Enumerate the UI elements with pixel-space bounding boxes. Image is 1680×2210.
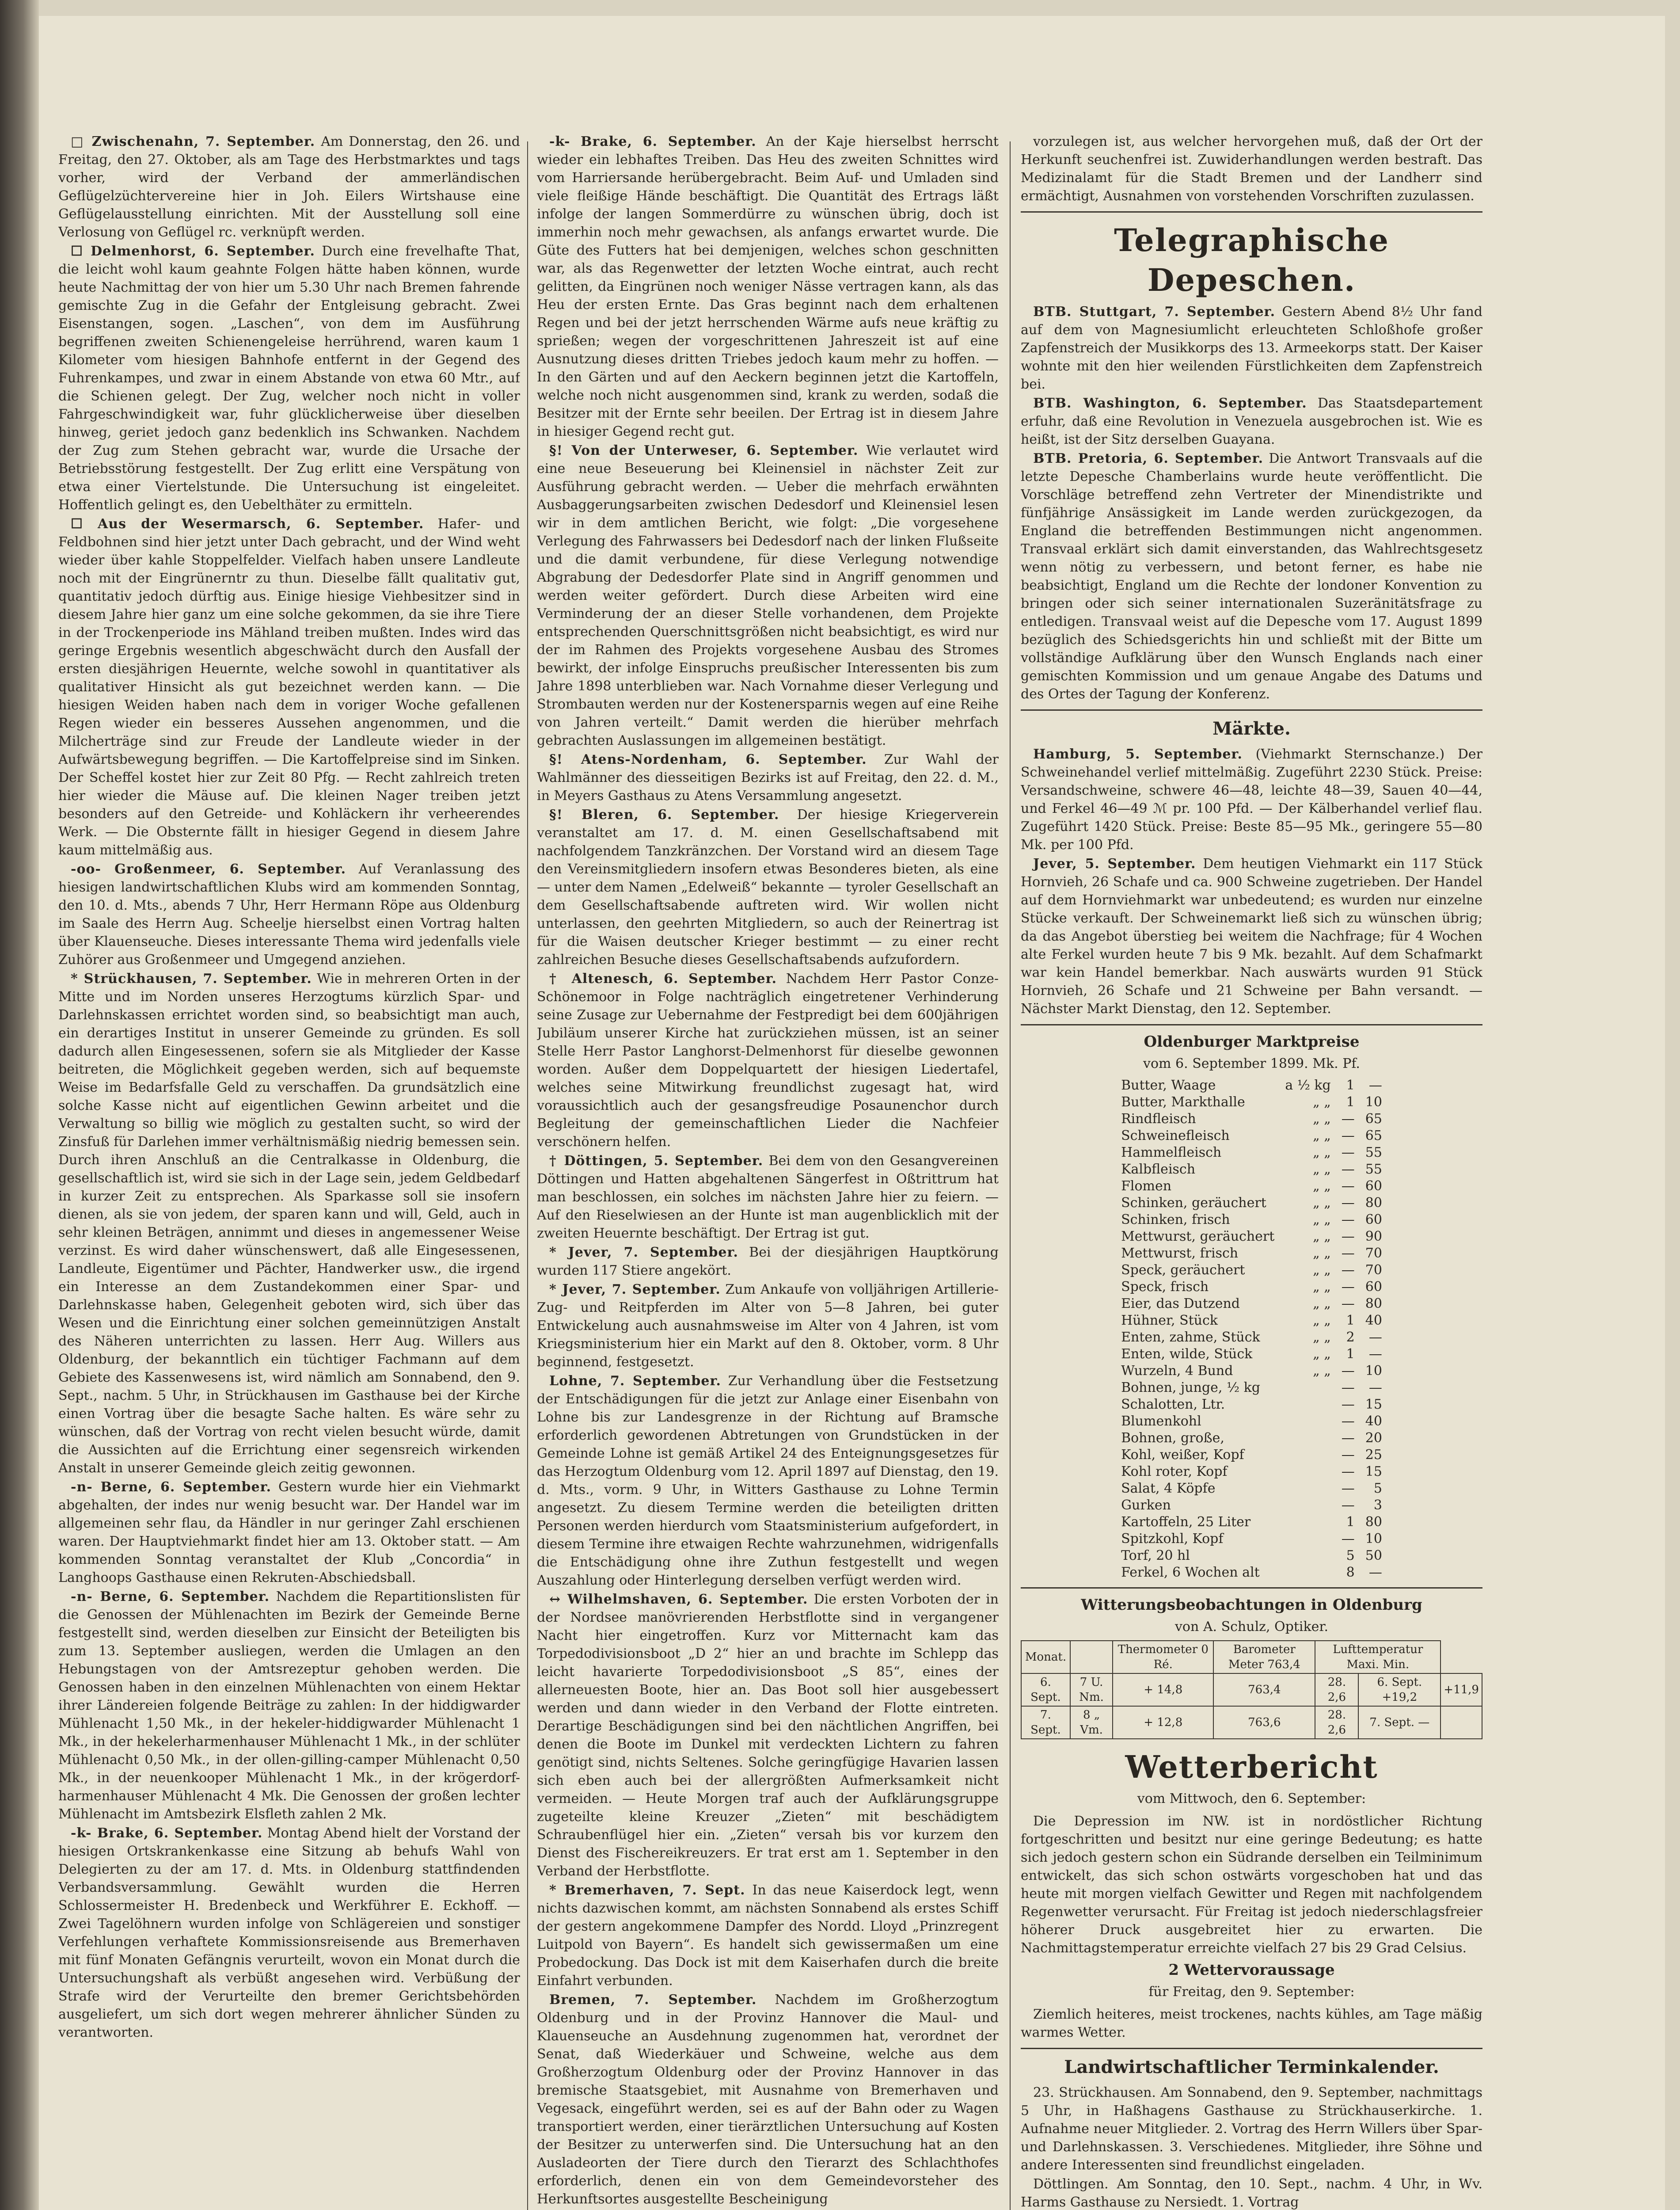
price-row [1116,1497,1387,1514]
price-mk: — [1341,1464,1355,1479]
price-item: Butter, Markthalle [1121,1094,1245,1110]
article [1021,394,1482,449]
price-unit: „ „ [1313,1229,1331,1244]
price-row [1116,1144,1387,1161]
price-pf: 25 [1365,1447,1382,1463]
forecast-heading: 2 Wettervoraussage [1168,1961,1335,1979]
price-row [1116,1396,1387,1413]
article-dateline: Bremen, 7. September. [549,1992,757,2008]
article-body: Gestern wurde hier ein Viehmarkt abgehalten, der indes nur wenig besucht war. Der Handel war im allgemeinen sehr flau, da Händler in nur geringer Zahl erschienen waren. Der Hauptviehmarkt findet hier am 13. Oktober statt. — Am kommenden Sonntag veranstaltet der Klub „Concordia“ in Langhoops Gasthause einen Rekruten-Abschiedsball. [58,1479,520,1585]
article-body: Montag Abend hielt der Vorstand der hiesigen Ortskrankenkasse eine Sitzung ab behufs Wahl von Delegierten zu der am 17. d. Mts. in Oldenburg stattfindenden Verbandsversammlung. Gewählt wurden die Herren Schlossermeister H. Bredenbeck und Werkführer E. Eckhoff. — Zwei Tagelöhnern wurden infolge von Schlägereien und sonstiger Verfehlungen verhaftete Kommissionsreisende aus Bremerhaven mit fünf Monaten Gefängnis verurteilt, wovon ein Monat durch die Untersuchungshaft als verbüßt angesehen wird. Verbüßung der Strafe wird der Verurteilte den bremer Gerichtsbehörden ausgeliefert, um sich dort wegen mehrerer ähnlicher Sünden zu verantworten. [58,1825,520,2040]
price-pf: 60 [1365,1178,1382,1194]
price-mk: — [1341,1229,1355,1244]
weather-header: Monat. [1021,1641,1070,1673]
price-pf: 10 [1365,1094,1382,1110]
weather-obs-heading: Witterungsbeobachtungen in Oldenburg [1081,1596,1422,1614]
price-pf: 55 [1365,1162,1382,1177]
price-item: Mettwurst, frisch [1121,1246,1239,1261]
price-item: Rindfleisch [1121,1111,1196,1127]
price-item: Spitzkohl, Kopf [1121,1531,1224,1547]
article [537,1991,999,2208]
price-mk: — [1341,1481,1355,1496]
price-item: Speck, frisch [1121,1279,1209,1295]
price-item: Wurzeln, 4 Bund [1121,1363,1233,1379]
article-dateline: §! Bleren, 6. September. [549,807,779,823]
article-body: Zur Verhandlung über die Festsetzung der Entschädigungen für die jetzt zur Anlage einer Eisenbahn von Lohne bis zur Landesgrenze in der Richtung auf Bramsche erforderlich gewordenen Abtretungen von Grundstücken in der Gemeinde Lohne ist gemäß Artikel 24 des Enteignungsgesetzes für das Herzogtum Oldenburg vom 12. April 1897 auf Dienstag, den 19. d. Mts., vorm. 9 Uhr, in Witters Gasthause zu Lohne Termin angesetzt. Zu diesem Termine werden die beteiligten dritten Personen werden hierdurch vom Staatsministerium aufgefordert, in diesem Termine ihre etwaigen Rechte wahrzunehmen, widrigenfalls die Entschädigung ohne ihre Zuthun festgestellt und wegen Auszahlung oder Hinterlegung derselben verfügt werden wird. [537,1373,999,1588]
article [58,1478,520,1587]
article-body: Zur Wahl der Wahlmänner des diesseitigen Bezirks ist auf Freitag, den 22. d. M., in Meyers Gasthaus zu Atens Versammlung angesetzt. [537,752,999,804]
price-row [1116,1312,1387,1329]
weather-report-text: Die Depression im NW. ist in nordöstlicher Richtung fortgeschritten und besitzt nur eine geringe Bedeutung; es hatte sich jedoch gestern schon ein Südrande derselben ein Teilminimum entwickelt, das sich schon ostwärts vorgeschoben hat und das heute mit morgen vielfach Gewitter und Regen mit nachfolgendem Regenwetter verursacht. Für Freitag ist jedoch niederschlagsfreier höherer Druck ausgebreitet hier zu erwarten. Die Nachmittagstemperatur erreichte vielfach 27 bis 29 Grad Celsius. [1021,1814,1482,1956]
price-pf: 70 [1365,1262,1382,1278]
calendar-heading: Landwirtschaftlicher Terminkalender. [1064,2057,1439,2077]
article [537,1280,999,1371]
price-pf: 5 [1373,1481,1382,1496]
price-mk: 8 [1346,1565,1355,1580]
article-dateline: BTB. Pretoria, 6. September. [1033,451,1264,466]
article-body: Nachdem im Großherzogtum Oldenburg und in der Provinz Hannover die Maul- und Klauenseuche an Ausdehnung zugenommen hat, verordnet der Senat, daß Wiederkäuer und Schweine, welche aus dem Großherzogtum Oldenburg oder der Provinz Hannover in das bremische Staatsgebiet, mit Ausnahme von Bremerhaven und Vegesack, eingeführt werden, sei es auf der Bahn oder zu Wagen transportiert werden, einer tierärztlichen Untersuchung auf Kosten der Besitzer zu unterwerfen sind. Die Untersuchung hat an den Ausladeorten der Tiere durch den Tierarzt des Schlachthofes erforderlich, denen ein von dem Gemeindevorsteher des Herkunftsortes ausgestellte Bescheinigung [537,1992,999,2207]
article [537,442,999,750]
article [1021,450,1482,703]
weather-row [1021,1706,1482,1739]
price-row [1116,1564,1387,1581]
price-row [1116,1480,1387,1497]
price-row [1116,1531,1387,1547]
price-item: Hühner, Stück [1121,1313,1218,1328]
article [537,133,999,441]
price-mk: — [1341,1128,1355,1143]
article-body: In das neue Kaiserdock legt, wenn nichts dazwischen kommt, am nächsten Sonnabend als erstes Schiff der gestern angekommene Dampfer des Nordd. Lloyd „Prinzregent Luitpold von Bayern“. Es handelt sich gewissermaßen um eine Probedockung. Das Dock ist mit dem Kaiserhafen durch die breite Einfahrt verbunden. [537,1882,999,1989]
prices-heading: Oldenburger Marktpreise [1144,1033,1360,1051]
price-item: Schinken, frisch [1121,1212,1230,1227]
price-row [1116,1463,1387,1480]
article-dateline: BTB. Stuttgart, 7. September. [1033,304,1276,320]
price-item: Blumenkohl [1121,1414,1201,1429]
price-mk: — [1341,1531,1355,1547]
price-pf: 10 [1365,1531,1382,1547]
price-unit [1280,1497,1336,1514]
price-pf: — [1368,1330,1382,1345]
price-unit: „ „ [1313,1246,1331,1261]
weather-cell: 763,4 [1213,1673,1315,1706]
article-body: Das Staatsdepartement erfuhr, daß eine Revolution in Venezuela ausgebrochen ist. Wie es heißt, ist der Sitz derselben Guayana. [1021,396,1482,447]
price-unit: „ „ [1313,1094,1331,1110]
markets-heading: Märkte. [1212,718,1291,739]
weather-report-heading: Wetterbericht [1125,1749,1378,1785]
telegrams-section [1021,303,1482,703]
article-body: Nachdem Herr Pastor Conze-Schönemoor in Folge nachträglich eingetretener Verhinderung seine Zusage zur Uebernahme der Festpredigt bei dem 600jährigen Jubiläum unserer Kirche hat zurückziehen müssen, ist an seiner Stelle Herr Pastor Langhorst-Delmenhorst für dieselbe gewonnen worden. Außer dem Doppelquartett der hiesigen Liedertafel, welches seine Mitwirkung freundlichst zugesagt hat, wird voraussichtlich auch der gesangsfreudige Posaunenchor durch Begleitung der gemeinschaftlichen Lieder die Nachfeier verschönern helfen. [537,971,999,1150]
column-rule [527,141,528,2210]
article-body: An der Kaje hierselbst herrscht wieder ein lebhaftes Treiben. Das Heu des zweiten Schnittes wird vom Harriersande herübergebracht. Beim Auf- und Umladen sind viele fleißige Hände beschäftigt. Die Quantität des Ertrags läßt infolge der langen Sommerdürre zu wünschen übrig, doch ist immerhin noch mehr gewachsen, als anfangs erwartet wurde. Die Güte des Futters hat bei demjenigen, welches schon geschnitten war, als das Regenwetter der letzten Woche eintrat, auch recht gelitten, da Eingrünen noch weniger Nässe vertragen kann, als das Heu der ersten Ernte. Das Gras beginnt nach dem erhaltenen Regen und bei der jetzt herrschenden Wärme aufs neue kräftig zu sprießen; wegen der vorgeschrittenen Jahreszeit ist auf eine Ausnutzung dieses dritten Triebes jedoch kaum mehr zu hoffen. — In den Gärten und auf den Aeckern beginnen jetzt die Kartoffeln, welche noch nicht ausgenommen sind, krank zu werden, sodaß die Besitzer mit der Ernte sehr beeilen. Der Ertrag ist in diesem Jahre in hiesiger Gegend recht gut. [537,134,999,439]
price-mk: — [1341,1363,1355,1379]
price-row [1116,1514,1387,1531]
price-row [1116,1329,1387,1346]
price-pf: — [1368,1346,1382,1362]
price-pf: 10 [1365,1363,1382,1379]
column-1 [58,133,520,2210]
price-mk: 5 [1346,1548,1355,1563]
price-unit: „ „ [1313,1178,1331,1194]
price-unit: „ „ [1313,1330,1331,1345]
article [58,970,520,1477]
price-row [1116,1128,1387,1144]
price-row [1116,1245,1387,1262]
divider [1021,2048,1482,2049]
article-dateline: -k- Brake, 6. September. [549,134,756,149]
divider [1021,709,1482,711]
article [537,1152,999,1242]
article [537,806,999,969]
article-dateline: ☐ Aus der Wesermarsch, 6. September. [71,516,424,532]
weather-cell: 6. Sept. +19,2 [1358,1673,1441,1706]
article [58,860,520,969]
weather-table [1021,1640,1482,1739]
forecast-sub: für Freitag, den 9. September: [1148,1984,1355,2000]
price-mk: — [1341,1296,1355,1311]
price-row [1116,1077,1387,1094]
weather-report-date: vom Mittwoch, den 6. September: [1137,1791,1366,1806]
price-table [1116,1077,1387,1581]
price-item: Schweinefleisch [1121,1128,1230,1143]
article-dateline: -oo- Großenmeer, 6. September. [71,861,346,877]
article-body: Dem heutigen Viehmarkt ein 117 Stück Hornvieh, 26 Schafe und ca. 900 Schweine zugetrieben. Der Handel auf dem Hornviehmarkt war unbedeutend; es wurden nur einzelne Stücke verkauft. Der Schweinemarkt ließ sich zu wünschen übrig; da das Angebot überstieg bei weitem die Nachfrage; für 4 Wochen alte Ferkel wurden heute 7 bis 9 Mk. bezahlt. Auf dem Schafmarkt war kein Handel bemerkbar. Nach auswärts wurden 91 Stück Hornvieh, 26 Schafe und 21 Schweine per Bahn versandt. — Nächster Markt Dienstag, den 12. September. [1021,856,1482,1017]
price-mk: — [1341,1246,1355,1261]
price-pf: 60 [1365,1279,1382,1295]
article-dateline: -n- Berne, 6. September. [71,1479,272,1495]
price-pf: 90 [1365,1229,1382,1244]
article [1021,745,1482,854]
price-unit [1280,1447,1336,1463]
price-mk: 1 [1346,1313,1355,1328]
price-unit [1280,1463,1336,1480]
article-body: Hafer- und Feldbohnen sind hier jetzt unter Dach gebracht, und der Wind weht wieder über kahle Stoppelfelder. Vielfach haben unsere Landleute noch mit der Eingrünerntr zu thun. Dieselbe fällt qualitativ gut, quantitativ jedoch dürftig aus. Einige hiesige Viehbesitzer sind in diesem Jahre hier ganz um eine solche gekommen, da sie ihre Tiere in der Trockenperiode ins Mähland treiben mußten. Indes wird das geringe Ergebnis wesentlich abgeschwächt durch den Ausfall der ersten diesjährigen Heuernte, welche sowohl in quantitativer als qualitativer Hinsicht als gut bezeichnet werden kann. — Die hiesigen Weiden haben nach dem in voriger Woche gefallenen Regen wieder ein besseres Aussehen angenommen, und die Milcherträge sind zur Freude der Landleute wieder in der Aufwärtsbewegung begriffen. — Die Kartoffelpreise sind im Sinken. Der Scheffel kostet hier zur Zeit 80 Pfg. — Recht zahlreich treten hier wieder die Mäuse auf. Die kleinen Nager treiben jetzt besonders auf den Getreide- und Kohläckern ihr verheerendes Werk. — Die Obsternte fällt in hiesiger Gegend in diesem Jahre kaum mittelmäßig aus. [58,516,520,858]
price-unit [1280,1430,1336,1447]
price-unit: „ „ [1313,1162,1331,1177]
book-spine [0,0,39,2210]
weather-cell: 7. Sept. [1021,1706,1070,1739]
weather-obs-sub: von A. Schulz, Optiker. [1174,1619,1329,1635]
article-dateline: * Jever, 7. September. [549,1245,738,1260]
telegrams-heading: Telegraphische Depeschen. [1114,222,1389,298]
divider [1021,1587,1482,1589]
price-pf: 80 [1365,1195,1382,1211]
price-row [1116,1279,1387,1296]
price-mk: — [1341,1497,1355,1513]
column-2 [537,133,999,2210]
price-mk: — [1341,1195,1355,1211]
column-3 [1021,133,1482,2210]
price-item: Enten, wilde, Stück [1121,1346,1253,1362]
price-item: Kohl roter, Kopf [1121,1464,1228,1479]
article-dateline: Lohne, 7. September. [549,1373,721,1389]
price-mk: — [1341,1430,1355,1446]
article-dateline: Jever, 5. September. [1033,856,1196,872]
price-item: Enten, zahme, Stück [1121,1330,1260,1345]
price-unit [1280,1547,1336,1564]
price-item: Gurken [1121,1497,1171,1513]
price-unit: „ „ [1313,1111,1331,1127]
article-continued: vorzulegen ist, aus welcher hervorgehen muß, daß der Ort der Herkunft seuchenfrei ist. Zuwiderhandlungen werden bestraft. Das Medizinalamt für die Stadt Bremen und der Landherr sind ermächtigt, Ausnahmen von vorstehenden Vorschriften zuzulassen. [1021,134,1482,204]
article-body: Gestern Abend 8½ Uhr fand auf dem von Magnesiumlicht erleuchteten Schloßhofe großer Zapfenstreich der Musikkorps des 13. Armeekorps statt. Der Kaiser wohnte mit den hier weilenden Fürstlichkeiten dem Zapfenstreich bei. [1021,304,1482,392]
weather-cell: 28. 2,6 [1315,1706,1358,1739]
price-unit [1280,1396,1336,1413]
article-dateline: † Döttingen, 5. September. [549,1153,764,1169]
weather-cell: + 12,8 [1113,1706,1213,1739]
price-unit: „ „ [1313,1346,1331,1362]
price-item: Torf, 20 hl [1121,1548,1190,1563]
price-pf: 3 [1373,1497,1382,1513]
price-mk: — [1341,1162,1355,1177]
price-item: Eier, das Dutzend [1121,1296,1240,1311]
article [537,1590,999,1880]
price-pf: 55 [1365,1145,1382,1160]
price-pf: — [1368,1380,1382,1395]
article-body: Am Donnerstag, den 26. und Freitag, den 27. Oktober, als am Tage des Herbstmarktes und tags vorher, wird der Verband der ammerländischen Geflügelzüchtervereine hier in Joh. Eilers Wirtshause eine Geflügelausstellung einrichten. Mit der Ausstellung soll eine Verlosung von Geflügel rc. verknüpft werden. [58,134,520,240]
article-body: Bei der diesjährigen Hauptkörung wurden 117 Stiere angekört. [537,1245,999,1278]
column-rule [1010,141,1011,2210]
divider [1021,1024,1482,1025]
price-pf: 65 [1365,1111,1382,1127]
forecast-text: Ziemlich heiteres, meist trockenes, nachts kühles, am Tage mäßig warmes Wetter. [1021,2007,1482,2040]
price-mk: — [1341,1145,1355,1160]
price-mk: — [1341,1279,1355,1295]
price-mk: — [1341,1397,1355,1412]
article-body: Die Antwort Transvaals auf die letzte Depesche Chamberlains wurde heute veröffentlicht. Die Vorschläge betreffend zehn Vertreter der Minendistrikte und fünfjährige Ansässigkeit im Lande werden zurückgezogen, da England die betreffenden Bestimmungen nicht angenommen. Transvaal erklärt sich damit einverstanden, das Wahlrechtsgesetz wenn nötig zu verbessern, und betont ferner, es habe nie beabsichtigt, England um die Rechte der londoner Konvention zu bringen oder sich seiner internationalen Suzeränitätsfrage zu entledigen. Transvaal weist auf die Depesche vom 17. August 1899 bezüglich des Schiedsgerichts hin und schließt mit der Bitte um vollständige Aufklärung über den Wunsch Englands nach einer gemischten Kommission und um genaue Angabe des Datums und des Ortes der Tagung der Konferenz. [1021,451,1482,702]
article-dateline: □ Zwischenahn, 7. September. [71,134,315,149]
price-item: Schinken, geräuchert [1121,1195,1266,1211]
price-row [1116,1178,1387,1195]
price-pf: — [1368,1565,1382,1580]
price-unit: „ „ [1313,1128,1331,1143]
weather-cell: + 14,8 [1113,1673,1213,1706]
price-unit: „ „ [1313,1212,1331,1227]
article-body: Der hiesige Kriegerverein veranstaltet am 17. d. M. einen Gesellschaftsabend mit nachfolgendem Tanzkränzchen. Der Vorstand wird an diesem Tage den Vereinsmitgliedern insofern etwas Besonderes bieten, als eine — unter dem Namen „Edelweiß“ bekannte — tyroler Gesellschaft an dem Gesellschaftsabende auftreten wird. Wir wollen nicht unterlassen, den geehrten Mitgliedern, so auch der Reinertrag ist für die Waisen deutscher Krieger bestimmt — zu einer recht zahlreichen Besuche dieses Gesellschaftsabends aufzufordern. [537,807,999,968]
price-mk: — [1341,1447,1355,1463]
price-item: Salat, 4 Köpfe [1121,1481,1216,1496]
price-row [1116,1413,1387,1430]
price-item: Schalotten, Ltr. [1121,1397,1225,1412]
price-pf: 40 [1365,1313,1382,1328]
article [537,1372,999,1589]
price-pf: 80 [1365,1296,1382,1311]
price-item: Bohnen, junge, ½ kg [1121,1380,1260,1395]
price-item: Ferkel, 6 Wochen alt [1121,1565,1260,1580]
price-unit: „ „ [1313,1363,1331,1379]
price-mk: 1 [1346,1346,1355,1362]
article [537,1881,999,1990]
article-body: Auf Veranlassung des hiesigen landwirtschaftlichen Klubs wird am kommenden Sonntag, den 10. d. Mts., abends 7 Uhr, Herr Hermann Röpe aus Oldenburg im Saale des Herrn Aug. Scheelje hierselbst einen Vortrag halten über Klauenseuche. Dieses interessante Thema wird jedenfalls viele Zuhörer aus Großenmeer und Umgegend anziehen. [58,861,520,968]
price-item: Hammelfleisch [1121,1145,1222,1160]
price-unit [1280,1531,1336,1547]
price-unit: „ „ [1313,1313,1331,1328]
price-row [1116,1212,1387,1228]
price-row [1116,1547,1387,1564]
weather-header: Barometer Meter 763,4 [1213,1641,1315,1673]
price-mk: — [1341,1414,1355,1429]
price-pf: 60 [1365,1212,1382,1227]
article [58,1588,520,1823]
article-dateline: Hamburg, 5. September. [1033,747,1243,762]
price-row [1116,1430,1387,1447]
article-body: Wie verlautet wird eine neue Beseuerung bei Kleinensiel in nächster Zeit zur Ausführung gebracht werden. — Ueber die mehrfach erwähnten Ausbaggerungsarbeiten zwischen Dedesdorf und Kleinensiel lesen wir in dem amtlichen Bericht, wie folgt: „Die vorgesehene Verlegung des Fahrwassers bei Dedesdorf nach der linken Flußseite und die damit verbundene, für diese Verlegung notwendige Abgrabung der Dedesdorfer Plate sind in Angriff genommen und werden weiter gefördert. Durch diese Arbeiten wird eine Verminderung der an dieser Stelle vorhandenen, dem Projekte entsprechenden Querschnittsgrößen nicht beabsichtigt, es wird nur der im Rahmen des Projekts vorgesehene Ausbau des Stromes bewirkt, der infolge Einspruchs preußischer Interessenten bis zum Jahre 1898 unterblieben war. Nach Vornahme dieser Verlegung und Strombauten werden nur der Kostenersparnis wegen auf eine Reihe von Jahren verteilt.“ Damit werden die hierüber mehrfach gebrachten Auslassungen im allgemeinen bestätigt. [537,443,999,748]
price-item: Flomen [1121,1178,1172,1194]
price-unit: „ „ [1313,1195,1331,1211]
price-mk: 1 [1346,1514,1355,1530]
price-row [1116,1346,1387,1363]
price-unit [1280,1413,1336,1430]
article-body: Durch eine frevelhafte That, die leicht wohl kaum geahnte Folgen hätte haben können, wurde heute Nachmittag der von hier um 5.30 Uhr nach Bremen fahrende gemischte Zug in die Gefahr der Entgleisung gebracht. Zwei Eisenstangen, sogen. „Laschen“, von dem im Ausführung begriffenen zweiten Schienengeleise herrührend, waren kaum 1 Kilometer vom hiesigen Bahnhofe entfernt in der Gegend des Fuhrenkampes, und zwar in einem Abstande von etwa 60 Mtr., auf die Schienen gelegt. Der Zug, welcher noch nicht in voller Fahrgeschwindigkeit war, fuhr glücklicherweise über dieselben hinweg, geriet jedoch ganz bedenklich ins Schwanken. Nachdem der Zug zum Stehen gebracht war, wurde die Ursache der Betriebsstörung festgestellt. Der Zug erlitt eine Verspätung von etwa einer Viertelstunde. Die Untersuchung ist eingeleitet. Hoffentlich gelingt es, den Uebelthäter zu ermitteln. [58,244,520,513]
price-pf: 15 [1365,1464,1382,1479]
price-mk: — [1341,1212,1355,1227]
price-row [1116,1447,1387,1463]
price-unit [1280,1379,1336,1396]
price-pf: 80 [1365,1514,1382,1530]
article-dateline: BTB. Washington, 6. September. [1033,396,1307,411]
divider [1021,211,1482,213]
article [58,133,520,241]
article [58,242,520,514]
article-dateline: * Strückhausen, 7. September. [71,971,312,987]
price-mk: — [1341,1380,1355,1395]
article [537,1243,999,1280]
price-unit [1280,1480,1336,1497]
price-item: Kohl, weißer, Kopf [1121,1447,1244,1463]
article-dateline: -n- Berne, 6. September. [71,1589,270,1604]
price-row [1116,1161,1387,1178]
weather-cell: 6. Sept. [1021,1673,1070,1706]
markets-section [1021,745,1482,1018]
calendar-entry: Döttlingen. Am Sonntag, den 10. Sept., nachm. 4 Uhr, in Wv. Harms Gasthause zu Nersiedt. 1. Vortrag [1021,2176,1482,2210]
weather-header: Lufttemperatur Maxi. Min. [1315,1641,1441,1673]
weather-header [1070,1641,1113,1673]
price-row [1116,1262,1387,1279]
article-body: Nachdem die Repartitionslisten für die Genossen der Mühlenachten im Bezirk der Gemeinde Berne festgestellt sind, werden dieselben zur Einsicht der Beteiligten bis zum 13. September ausliegen, werden die Umlagen an den Hebungstagen von der Amtsrezeptur gehoben werden. Die Genossen haben in den einzelnen Mühlenachten von einem Hektar ihrer Ländereien folgende Beiträge zu zahlen: In der hiddigwarder Mühlenacht 1,50 Mk., in der hekeler-hiddigwarder Mühlenacht 1 Mk., in der hekelerharmenhauser Mühlenacht 1 Mk., in der schlüter Mühlenacht 0,50 Mk., in der ollen-gilling-camper Mühlenacht 0,50 Mk., in der neuenkooper Mühlenacht 1 Mk., in der krögerdorf-harmenhauser Mühlenacht 4 Mk. Die Genossen der großen lechter Mühlenacht im Amtsbezirk Elsfleth zahlen 2 Mk. [58,1589,520,1822]
article-body: Zum Ankaufe von volljährigen Artillerie-Zug- und Reitpferden im Alter von 5—8 Jahren, bei guter Entwickelung auch ausnahmsweise im Alter von 4 Jahren, ist vom Kriegsministerium hier ein Markt auf den 8. Oktober, vorm. 8 Uhr beginnend, festgesetzt. [537,1282,999,1370]
price-row [1116,1195,1387,1212]
price-unit: a ½ kg [1285,1078,1331,1093]
price-mk: — [1341,1111,1355,1127]
price-row [1116,1296,1387,1312]
weather-header: Thermometer 0 Ré. [1113,1641,1213,1673]
price-unit: „ „ [1313,1262,1331,1278]
price-mk: 1 [1346,1078,1355,1093]
weather-cell: 7 U. Nm. [1070,1673,1113,1706]
article-body: (Viehmarkt Sternschanze.) Der Schweinehandel verlief mittelmäßig. Zugeführt 2230 Stück. Preise: Versandschweine, schwere 46—48, leichte 48—39, Sauen 40—44, und Ferkel 46—49 ℳ pr. 100 Pfd. — Der Kälberhandel verlief flau. Zugeführt 1420 Stück. Preise: Beste 85—95 Mk., geringere 55—80 Mk. per 100 Pfd. [1021,747,1482,853]
price-pf: 40 [1365,1414,1382,1429]
article-dateline: §! Von der Unterweser, 6. September. [549,443,859,458]
price-row [1116,1228,1387,1245]
article [1021,855,1482,1018]
weather-cell: 28. 2,6 [1315,1673,1358,1706]
article-dateline: * Bremerhaven, 7. Sept. [549,1882,745,1898]
article [58,515,520,859]
calendar-entry: 23. Strückhausen. Am Sonnabend, den 9. September, nachmittags 5 Uhr, in Haßhagens Gasthause zu Strückhauserkirche. 1. Aufnahme neuer Mitglieder. 2. Vortrag des Herrn Willers über Spar- und Darlehnskassen. 3. Verschiedenes. Mitglieder, ihre Söhne und andere Interessenten sind freundlichst eingeladen. [1021,2085,1482,2173]
article [537,751,999,805]
price-pf: 20 [1365,1430,1382,1446]
weather-cell [1441,1706,1482,1739]
article-dateline: -k- Brake, 6. September. [71,1825,263,1841]
price-pf: 15 [1365,1397,1382,1412]
price-item: Kartoffeln, 25 Liter [1121,1514,1251,1530]
price-item: Kalbfleisch [1121,1162,1196,1177]
price-mk: — [1341,1178,1355,1194]
article-dateline: † Altenesch, 6. September. [549,971,777,987]
weather-row [1021,1673,1482,1706]
price-pf: — [1368,1078,1382,1093]
price-item: Speck, geräuchert [1121,1262,1245,1278]
article-body: Die ersten Vorboten der in der Nordsee manövrierenden Herbstflotte sind in vergangener Nacht hier eingetroffen. Kurz vor Mitternacht kam das Torpedodivisionsboot „D 2“ hier an und brachte im Schlepp das leicht havarierte Torpedodivisionsboot „S 85“, eines der allerneuesten Boote, hier an. Das Boot soll hier ausgebessert werden und dann wieder in den Verband der Flotte eintreten. Derartige Beschädigungen sind bei den nächtlichen Angriffen, bei denen die Boote im Dunkel mit verdeckten Lichtern zu fahren genötigt sind, nichts Seltenes. Solche geringfügige Havarien lassen sich eben auch bei der allergrößten Aufmerksamkeit nicht vermeiden. — Heute Morgen traf auch der Aufklärungsgruppe zugeteilte kleine Kreuzer „Zieten“ mit beschädigtem Schraubenflügel hier ein. „Zieten“ versah bis vor kurzem den Dienst des Fischereikreuzers. Er trat erst am 1. September in den Verband der Herbstflotte. [537,1592,999,1879]
article-dateline: §! Atens-Nordenham, 6. September. [549,752,867,767]
price-item: Butter, Waage [1121,1078,1216,1093]
weather-cell: 7. Sept. — [1358,1706,1441,1739]
price-row [1116,1094,1387,1111]
price-unit: „ „ [1313,1296,1331,1311]
article-dateline: ☐ Delmenhorst, 6. September. [71,244,315,259]
price-unit [1280,1514,1336,1531]
weather-cell: 8 „ Vm. [1070,1706,1113,1739]
price-unit: „ „ [1313,1145,1331,1160]
price-row [1116,1363,1387,1379]
article-body: Wie in mehreren Orten in der Mitte und im Norden unseres Herzogtums kürzlich Spar- und Darlehnskassen errichtet worden sind, so beabsichtigt man auch, ein derartiges Institut in unserer Gemeinde zu gründen. Es soll dadurch allen Eingesessenen, sofern sie als Mitglieder der Kasse beitreten, die Möglichkeit gegeben werden, sich auf bequemste Weise im Bedarfsfalle Geld zu verschaffen. Da grundsätzlich eine solche Kasse nicht auf eigentlichen Gewinn arbeitet und die Verwaltung so billig wie möglich zu gestalten sucht, so wird der Zinsfuß für Darlehen immer verhältnismäßig niedrig bemessen sein. Durch ihren Anschluß an die Centralkasse in Oldenburg, die gesellschaftlich ist, wird sie sich in der Lage sein, jedem Geldbedarf in kurzer Zeit zu entsprechen. Als Sparkasse soll sie insofern dienen, als sie von jedem, der sparen kann und will, Geld, auch in sehr kleinen Beträgen, annimmt und dieses in angemessener Weise verzinst. Es wird daher wünschenswert, daß alle Eingesessenen, Landleute, Eigentümer und Pächter, Handwerker usw., die irgend ein Interesse an dem Zustandekommen einer Spar- und Darlehnskasse haben, Gelegenheit geboten wird, sich über das Wesen und die Einrichtung einer solchen gemeinnützigen Anstalt des Näheren unterrichten zu lassen. Herr Aug. Willers aus Oldenburg, der bekanntlich ein tüchtiger Fachmann auf dem Gebiete des Kassenwesens ist, wird nämlich am Sonnabend, den 9. Sept., nachm. 5 Uhr, in Strückhausen im Gasthause bei der Kirche einen Vortrag über die besagte Sache halten. Es wäre sehr zu wünschen, daß der Vortrag von recht vielen besucht würde, damit die Aussichten auf die Errichtung einer segensreich wirkenden Anstalt in unserer Gemeinde gleich zeitig gewonnen. [58,971,520,1476]
article-dateline: ↔ Wilhelmshaven, 6. September. [549,1592,808,1607]
article-dateline: * Jever, 7. September. [549,1282,721,1297]
article [537,970,999,1151]
price-pf: 70 [1365,1246,1382,1261]
price-row [1116,1379,1387,1396]
price-pf: 50 [1365,1548,1382,1563]
article-body: Bei dem von den Gesangvereinen Döttingen und Hatten abgehaltenen Sängerfest in Oßtrittrum hat man beschlossen, ein solches im nächsten Jahre hier zu feiern. — Auf den Rieselwiesen an der Hunte ist man augenblicklich mit der zweiten Heuernte beschäftigt. Der Ertrag ist gut. [537,1153,999,1241]
article [1021,303,1482,393]
calendar-section [1021,2084,1482,2210]
price-unit [1280,1564,1336,1581]
weather-cell: +11,9 [1441,1673,1482,1706]
weather-cell: 763,6 [1213,1706,1315,1739]
price-item: Bohnen, große, [1121,1430,1224,1446]
price-row [1116,1111,1387,1128]
price-pf: 65 [1365,1128,1382,1143]
price-mk: 1 [1346,1094,1355,1110]
prices-subtitle: vom 6. September 1899. Mk. Pf. [1143,1056,1360,1071]
price-unit: „ „ [1313,1279,1331,1295]
price-mk: 2 [1346,1330,1355,1345]
article [58,1824,520,2042]
price-item: Mettwurst, geräuchert [1121,1229,1275,1244]
price-mk: — [1341,1262,1355,1278]
